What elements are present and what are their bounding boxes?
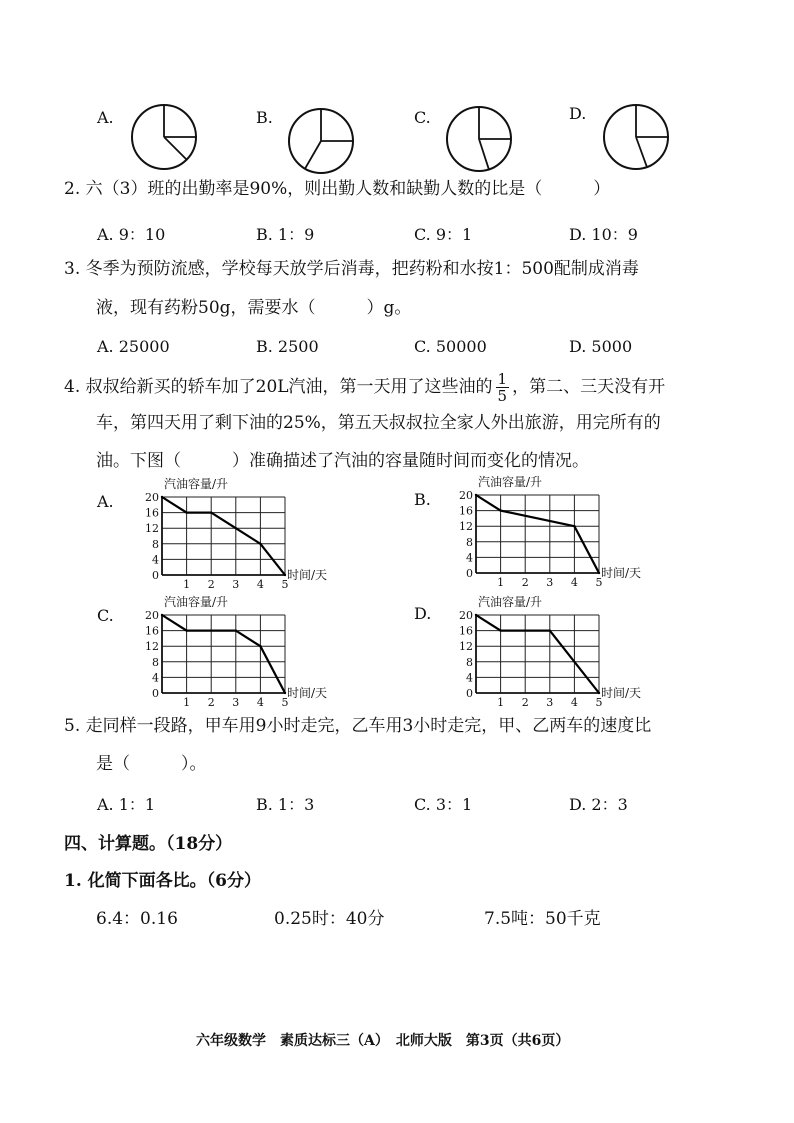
ratio-item-2: 0.25时：40分 [274, 909, 385, 929]
data-point [598, 572, 600, 574]
y-tick-label: 4 [152, 671, 159, 685]
x-tick-label: 2 [207, 696, 215, 709]
data-point [235, 629, 237, 631]
x-tick-label: 1 [183, 578, 191, 591]
y-tick-label: 4 [152, 553, 159, 567]
y-tick-label: 4 [466, 671, 473, 685]
fraction-denominator: 5 [497, 387, 508, 405]
data-point [210, 511, 212, 513]
q4-question-line2: 车，第四天用了剩下油的25%，第五天叔叔拉全家人外出旅游，用完所有的 [96, 413, 661, 433]
q2-question: 2. 六（3）班的出勤率是90%，则出勤人数和缺勤人数的比是（ ） [64, 179, 611, 199]
y-tick-label: 8 [466, 535, 473, 549]
y-tick-label: 0 [152, 569, 159, 582]
x-tick-label: 5 [281, 578, 289, 591]
y-tick-label: 0 [466, 567, 473, 580]
pie-divider [305, 141, 321, 169]
fraction-numerator: 1 [497, 370, 508, 388]
x-tick-label: 5 [281, 696, 289, 709]
data-series-line [162, 497, 285, 575]
x-tick-label: 1 [183, 696, 191, 709]
data-point [185, 511, 187, 513]
y-tick-label: 16 [459, 504, 473, 518]
section4-heading: 四、计算题。（18分） [64, 834, 233, 854]
data-series-line [476, 495, 599, 573]
q4-line1-pre: 4. 叔叔给新买的轿车加了20L汽油，第一天用了这些油的 [64, 377, 493, 397]
x-axis-label: 时间/天 [601, 686, 642, 700]
y-tick-label: 16 [145, 506, 159, 520]
data-point [259, 543, 261, 545]
chart-option-c-label: C. [97, 606, 114, 625]
q2-option-b: B. 1：9 [256, 225, 315, 244]
y-tick-label: 8 [152, 655, 159, 669]
data-point [284, 692, 286, 694]
data-point [475, 614, 477, 616]
q1-option-b-label: B. [256, 108, 273, 127]
q5-option-b: B. 1：3 [256, 795, 315, 814]
y-tick-label: 16 [459, 624, 473, 638]
chart-title: 汽油容量/升 [164, 595, 229, 609]
q1-pie-c [444, 104, 514, 174]
chart-option-a-label: A. [97, 492, 114, 511]
x-tick-label: 5 [595, 696, 603, 709]
y-tick-label: 12 [145, 522, 159, 536]
data-point [598, 692, 600, 694]
x-tick-label: 1 [497, 696, 505, 709]
y-tick-label: 20 [145, 491, 159, 504]
q3-question-line1: 3. 冬季为预防流感，学校每天放学后消毒，把药粉和水按1：500配制成消毒 [64, 259, 639, 279]
chart-title: 汽油容量/升 [164, 477, 229, 491]
data-point [259, 645, 261, 647]
section4-sub1: 1. 化简下面各比。（6分） [64, 871, 261, 891]
x-tick-label: 3 [232, 578, 240, 591]
data-point [161, 614, 163, 616]
y-tick-label: 20 [459, 609, 473, 622]
pie-divider [479, 139, 489, 169]
data-point [499, 509, 501, 511]
chart-option-d-label: D. [414, 604, 432, 623]
x-tick-label: 4 [570, 696, 578, 709]
q1-option-a-label: A. [97, 108, 114, 127]
x-tick-label: 2 [521, 576, 529, 589]
data-series-line [476, 615, 599, 693]
y-tick-label: 8 [466, 655, 473, 669]
q2-option-d: D. 10：9 [569, 225, 638, 244]
x-tick-label: 5 [595, 576, 603, 589]
x-tick-label: 4 [256, 578, 264, 591]
q5-option-a: A. 1：1 [97, 795, 156, 814]
y-tick-label: 12 [459, 640, 473, 654]
q1-pie-b [286, 106, 356, 176]
x-tick-label: 3 [546, 576, 554, 589]
chart-title: 汽油容量/升 [478, 475, 543, 489]
line-chart-d [456, 594, 668, 709]
q1-option-c-label: C. [414, 108, 431, 127]
data-point [573, 525, 575, 527]
x-axis-label: 时间/天 [601, 566, 642, 580]
data-point [549, 629, 551, 631]
x-tick-label: 3 [232, 696, 240, 709]
y-tick-label: 0 [152, 687, 159, 700]
page-footer: 六年级数学 素质达标三（A） 北师大版 第3页（共6页） [196, 1033, 570, 1049]
y-tick-label: 4 [466, 551, 473, 565]
q5-question-line1: 5. 走同样一段路，甲车用9小时走完，乙车用3小时走完，甲、乙两车的速度比 [64, 716, 652, 736]
q3-option-d: D. 5000 [569, 337, 633, 356]
q1-pie-d [601, 102, 671, 172]
data-point [499, 629, 501, 631]
q5-question-line2: 是（ ）。 [96, 754, 207, 774]
data-point [185, 629, 187, 631]
data-point [284, 574, 286, 576]
ratio-item-3: 7.5吨：50千克 [484, 909, 601, 929]
q3-option-c: C. 50000 [414, 337, 487, 356]
q2-option-c: C. 9：1 [414, 225, 473, 244]
q4-question-line3: 油。下图（ ）准确描述了汽油的容量随时间而变化的情况。 [96, 451, 589, 471]
y-tick-label: 12 [459, 520, 473, 534]
fraction [496, 371, 510, 404]
data-series-line [162, 615, 285, 693]
data-point [475, 494, 477, 496]
x-axis-label: 时间/天 [287, 568, 328, 582]
line-chart-a [142, 476, 328, 591]
x-axis-label: 时间/天 [287, 686, 328, 700]
x-tick-label: 2 [521, 696, 529, 709]
data-point [235, 527, 237, 529]
pie-divider [636, 137, 647, 167]
x-tick-label: 4 [256, 696, 264, 709]
q4-line1-post: ，第二、三天没有开 [512, 377, 666, 397]
q3-question-line2: 液，现有药粉50g，需要水（ ）g。 [96, 298, 412, 318]
q5-option-c: C. 3：1 [414, 795, 473, 814]
x-tick-label: 2 [207, 578, 215, 591]
q3-option-b: B. 2500 [256, 337, 319, 356]
q2-option-a: A. 9：10 [97, 225, 166, 244]
q4-question-line1 [64, 371, 665, 404]
chart-option-b-label: B. [414, 490, 431, 509]
data-point [161, 496, 163, 498]
x-tick-label: 3 [546, 696, 554, 709]
x-tick-label: 4 [570, 576, 578, 589]
chart-title: 汽油容量/升 [478, 595, 543, 609]
y-tick-label: 16 [145, 624, 159, 638]
y-tick-label: 20 [459, 489, 473, 502]
line-chart-c [142, 594, 354, 709]
y-tick-label: 0 [466, 687, 473, 700]
pie-divider [164, 137, 187, 160]
q3-option-a: A. 25000 [97, 337, 170, 356]
q1-pie-a [129, 102, 199, 172]
q1-option-d-label: D. [569, 104, 587, 123]
y-tick-label: 20 [145, 609, 159, 622]
ratio-item-1: 6.4：0.16 [96, 909, 178, 929]
y-tick-label: 8 [152, 537, 159, 551]
x-tick-label: 1 [497, 576, 505, 589]
y-tick-label: 12 [145, 640, 159, 654]
line-chart-b [456, 474, 668, 589]
q5-option-d: D. 2：3 [569, 795, 628, 814]
